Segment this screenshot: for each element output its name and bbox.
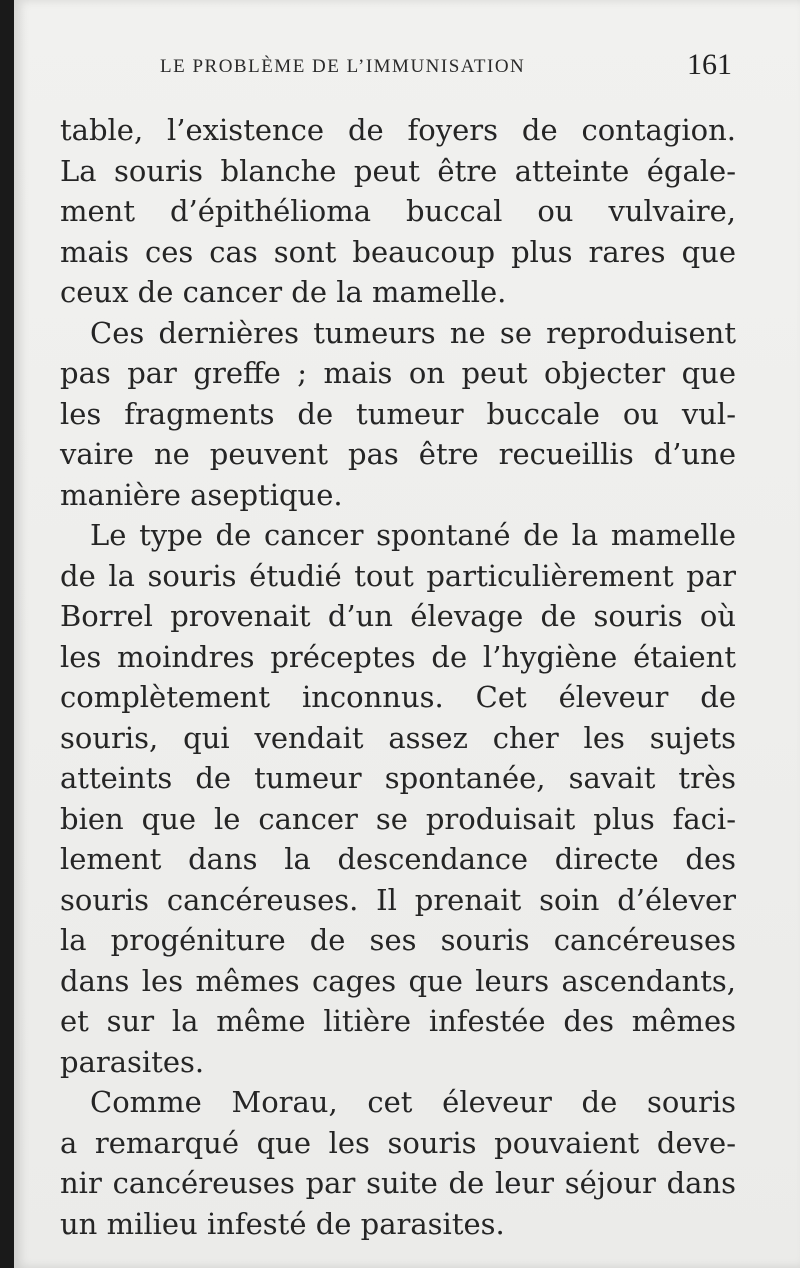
text-line: un milieu infesté de parasites. — [60, 1206, 505, 1241]
text-line: la progéniture de ses souris cancéreuses — [60, 923, 736, 957]
text-line: table, l’existence de foyers de contagion. — [60, 113, 736, 147]
text-line: La souris blanche peut être atteinte égale- — [60, 153, 736, 188]
text-line: bien que le cancer se produisait plus faci- — [60, 801, 736, 836]
text-line: mais ces cas sont beaucoup plus rares que — [60, 234, 736, 269]
text-line: manière aseptique. — [60, 477, 343, 512]
text-line: Le type de cancer spontané de la mamelle — [90, 518, 736, 552]
text-line: ment d’épithélioma buccal ou vulvaire, — [60, 194, 736, 228]
text-line: dans les mêmes cages que leurs ascendants, — [60, 963, 736, 998]
text-line: nir cancéreuses par suite de leur séjour dans — [60, 1166, 736, 1200]
body-text — [60, 110, 736, 1244]
text-line: pas par greffe ; mais on peut objecter que — [60, 356, 736, 390]
text-line: et sur la même litière infestée des mêmes — [60, 1004, 736, 1038]
text-line: souris, qui vendait assez cher les sujets — [60, 720, 736, 755]
text-line: Ces dernières tumeurs ne se reproduisent — [90, 315, 736, 350]
text-line: a remarqué que les souris pouvaient deve- — [60, 1125, 736, 1160]
text-line: les fragments de tumeur buccale ou vul- — [60, 396, 736, 431]
page-number: 161 — [687, 48, 732, 81]
text-line: complètement inconnus. Cet éleveur de — [60, 680, 736, 714]
text-line: vaire ne peuvent pas être recueillis d’une — [60, 437, 736, 471]
text-line: ceux de cancer de la mamelle. — [60, 275, 507, 309]
text-line: souris cancéreuses. Il prenait soin d’élever — [60, 882, 736, 917]
text-line: parasites. — [60, 1044, 205, 1079]
book-page — [14, 0, 800, 1268]
running-head: LE PROBLÈME DE L’IMMUNISATION — [160, 56, 526, 77]
text-line: Comme Morau, cet éleveur de souris — [90, 1085, 736, 1119]
text-line: atteints de tumeur spontanée, savait très — [60, 761, 736, 795]
text-line: de la souris étudié tout particulièrement par — [60, 558, 736, 593]
text-line: les moindres préceptes de l’hygiène étaient — [60, 639, 736, 674]
text-line: lement dans la descendance directe des — [60, 842, 736, 876]
text-line: Borrel provenait d’un élevage de souris où — [60, 599, 736, 633]
